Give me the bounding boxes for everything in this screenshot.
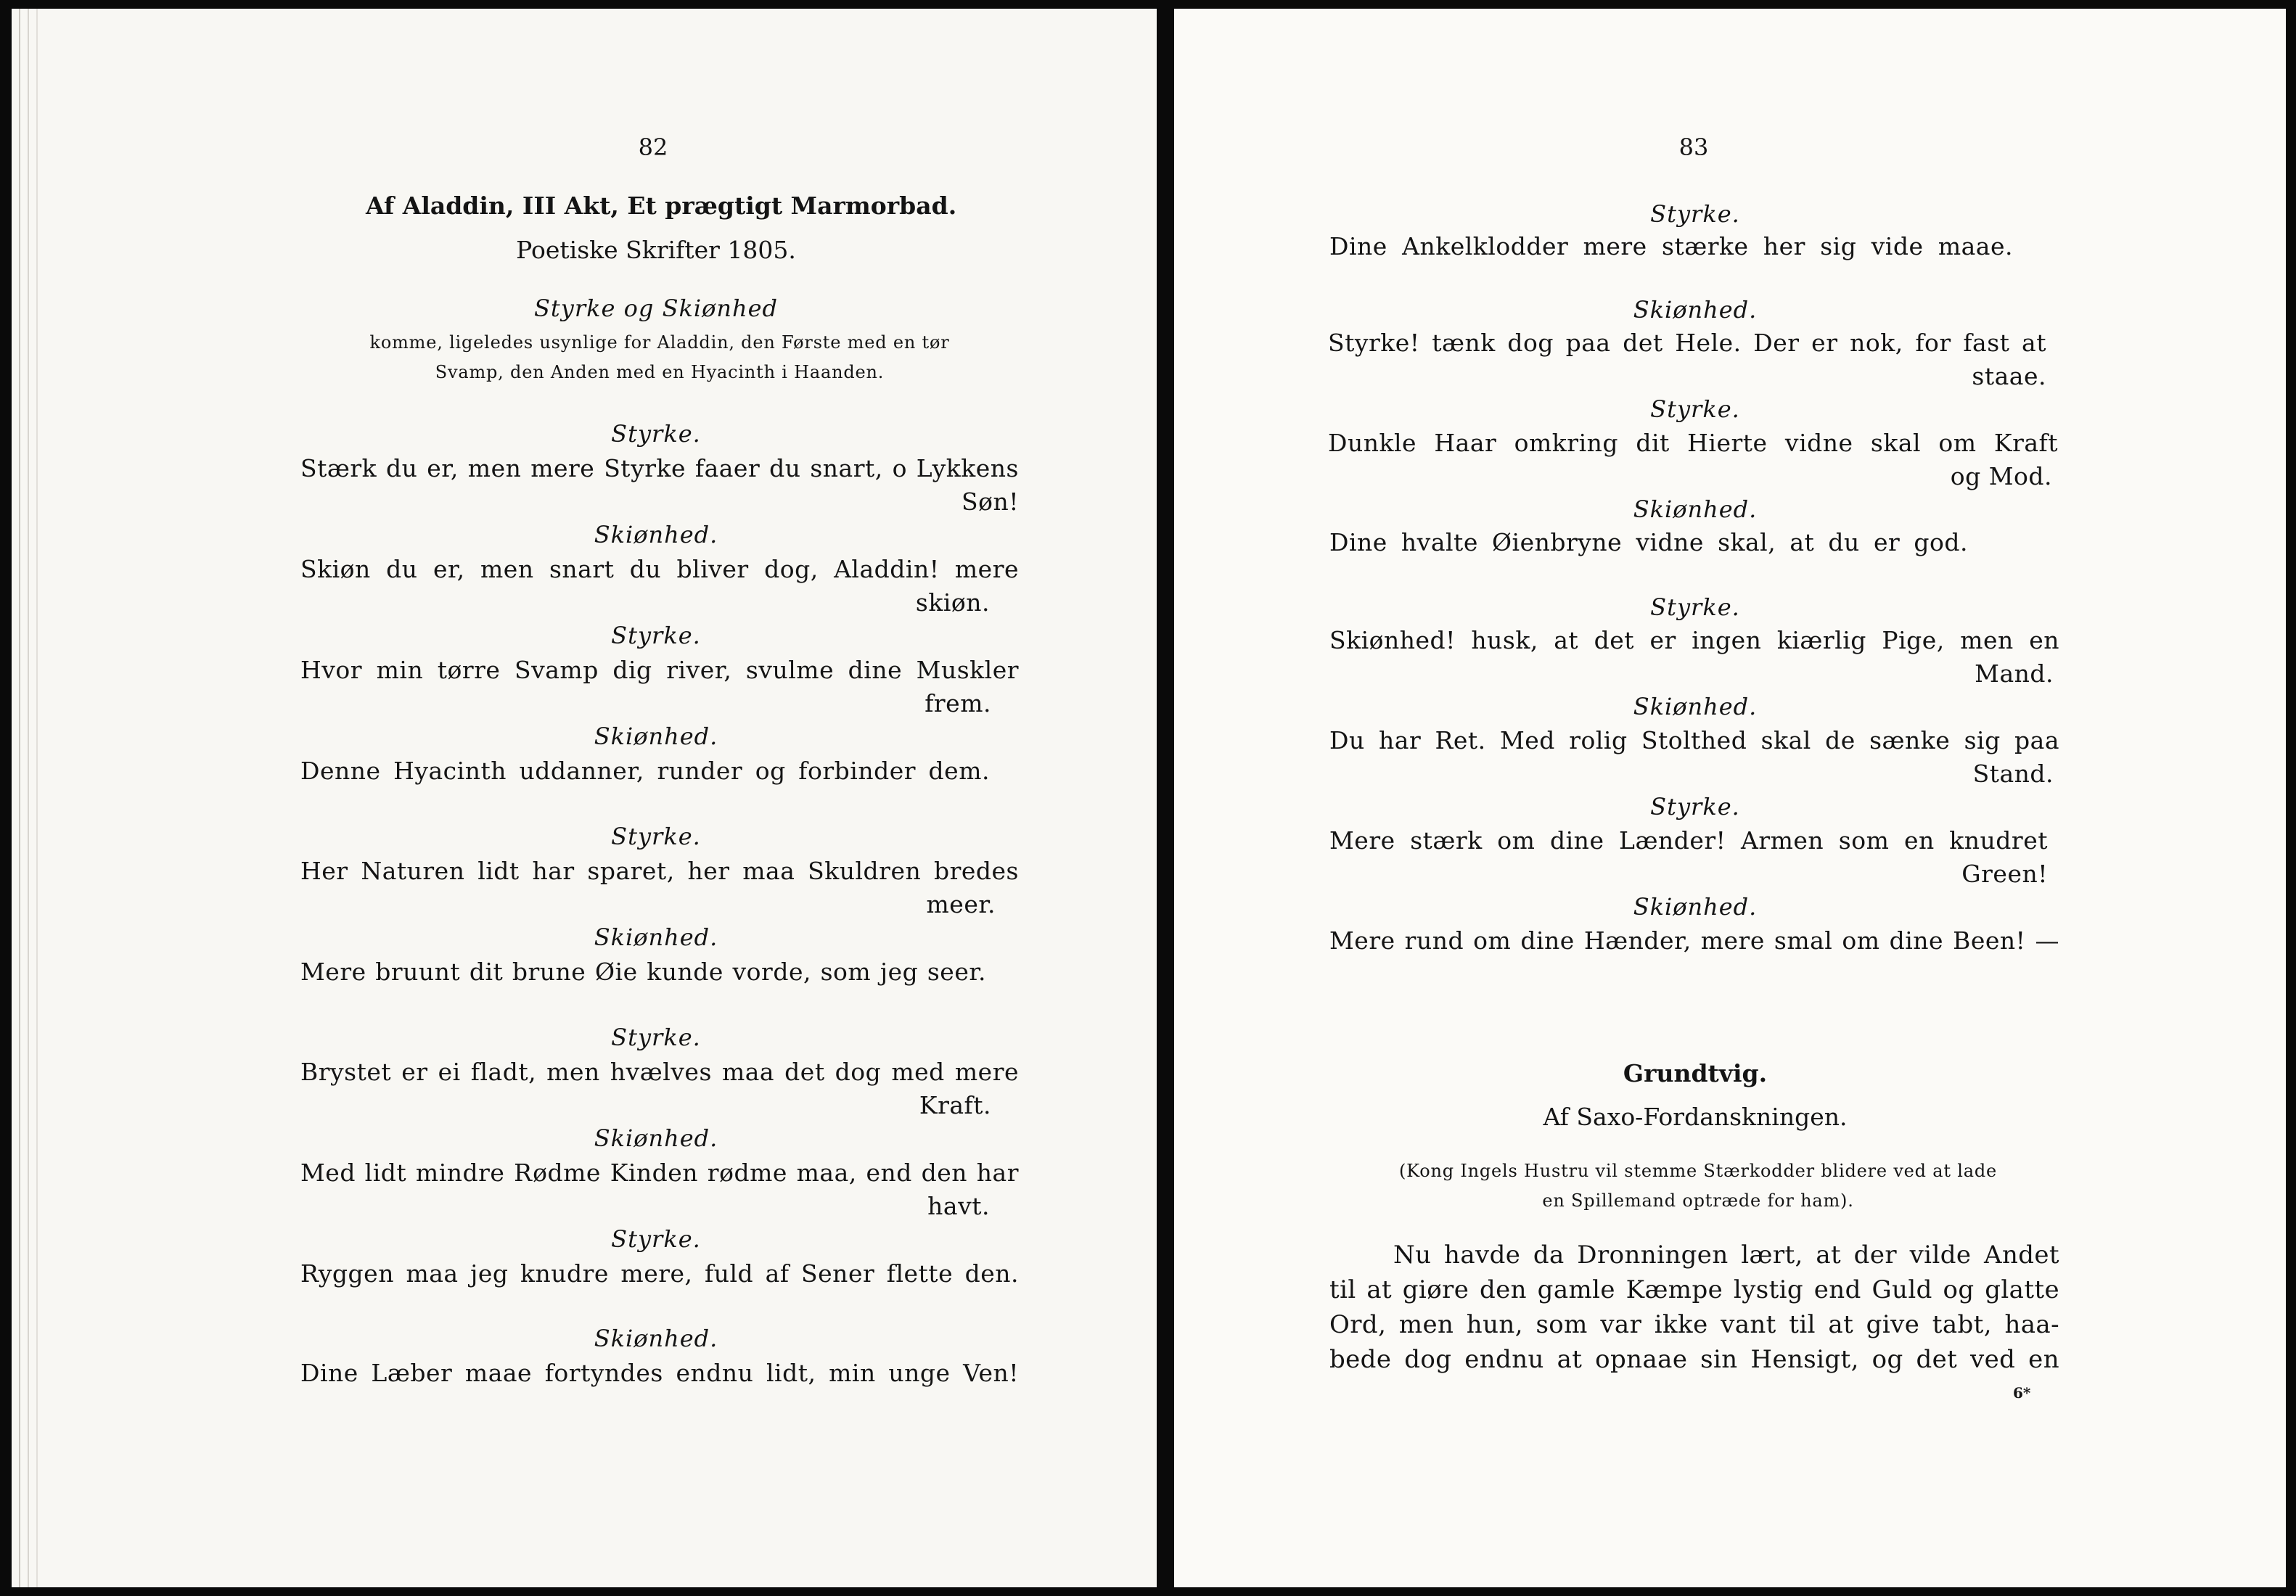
verse-line: Skiøn du er, men snart du bliver dog, Aladdin! mere — [300, 555, 1019, 583]
speaker-label: Styrke. — [1650, 793, 1740, 820]
speaker-label: Skiønhed. — [1633, 495, 1758, 523]
verse-line-continuation: frem. — [924, 689, 991, 717]
verse-line-continuation: og Mod. — [1950, 462, 2052, 490]
verse-line: Brystet er ei fladt, men hvælves maa det dog med mere — [300, 1058, 1019, 1086]
verse-line-continuation: Søn! — [962, 488, 1019, 516]
speaker-label: Skiønhed. — [1633, 893, 1758, 921]
verse-line-continuation: skiøn. — [915, 588, 990, 617]
page-number: 83 — [1678, 133, 1709, 161]
speaker-label: Skiønhed. — [594, 521, 718, 548]
verse-line: Dine Læber maae fortyndes endnu lidt, min unge Ven! — [300, 1359, 1019, 1387]
page-edge — [28, 9, 29, 1587]
verse-line: Mere bruunt dit brune Øie kunde vorde, som jeg seer. — [300, 958, 986, 986]
speaker-label: Styrke. — [611, 1225, 701, 1253]
page-edge — [36, 9, 38, 1587]
prose-line: Nu havde da Dronningen lært, at der vilde Andet — [1393, 1241, 2059, 1270]
verse-line: Dunkle Haar omkring dit Hierte vidne skal om Kraft — [1328, 429, 2058, 457]
speaker-label: Styrke. — [611, 1024, 701, 1051]
verse-line: Stærk du er, men mere Styrke faaer du snart, o Lykkens — [300, 454, 1019, 482]
signature-mark: 6* — [2013, 1384, 2031, 1402]
speaker-label: Skiønhed. — [1633, 296, 1758, 324]
verse-line: Dine hvalte Øienbryne vidne skal, at du er god. — [1329, 528, 1968, 556]
section-subtitle: Af Saxo-Fordanskningen. — [1543, 1103, 1848, 1131]
prose-paragraph — [1329, 1238, 2059, 1377]
prose-line: Ord, men hun, som var ikke vant til at give tabt, haa- — [1329, 1310, 2059, 1339]
speaker-label: Styrke. — [1650, 593, 1740, 621]
verse-line: Styrke! tænk dog paa det Hele. Der er nok, for fast at — [1328, 329, 2046, 357]
verse-line-continuation: Green! — [1961, 860, 2048, 888]
stage-direction-line: Svamp, den Anden med en Hyacinth i Haanden. — [435, 362, 885, 382]
speaker-label: Skiønhed. — [1633, 693, 1758, 720]
stage-direction — [1337, 1156, 2059, 1216]
verse-line-continuation: meer. — [926, 890, 996, 918]
right-page — [1174, 9, 2286, 1587]
speaker-label: Styrke. — [611, 823, 701, 850]
poem-title: Af Aladdin, III Akt, Et prægtigt Marmorbad. — [366, 192, 957, 220]
speaker-label: Skiønhed. — [594, 1325, 718, 1352]
cast-heading: Styrke og Skiønhed — [533, 295, 779, 322]
verse-line-continuation: Mand. — [1975, 659, 2054, 688]
speaker-label: Skiønhed. — [594, 723, 718, 750]
verse-line: Denne Hyacinth uddanner, runder og forbinder dem. — [300, 757, 990, 785]
verse-line: Dine Ankelklodder mere stærke her sig vide maae. — [1329, 232, 2013, 260]
verse-line: Mere rund om dine Hænder, mere smal om dine Been! — — [1329, 926, 2059, 955]
stage-direction-line: komme, ligeledes usynlige for Aladdin, den Første med en tør — [369, 332, 950, 353]
section-title: Grundtvig. — [1623, 1059, 1768, 1087]
prose-line: til at giøre den gamle Kæmpe lystig end Guld og glatte — [1329, 1275, 2059, 1304]
page-number: 82 — [638, 133, 668, 161]
speaker-label: Styrke. — [611, 420, 701, 448]
speaker-label: Styrke. — [1650, 200, 1740, 228]
verse-line: Ryggen maa jeg knudre mere, fuld af Sener flette den. — [300, 1259, 1019, 1288]
stage-direction — [300, 328, 1019, 387]
speaker-label: Styrke. — [611, 622, 701, 649]
verse-line: Med lidt mindre Rødme Kinden rødme maa, end den har — [300, 1159, 1019, 1187]
verse-line-continuation: staae. — [1972, 362, 2046, 390]
speaker-label: Skiønhed. — [594, 924, 718, 951]
page-edge — [19, 9, 20, 1587]
left-page — [12, 9, 1157, 1587]
verse-line-continuation: Kraft. — [919, 1091, 991, 1119]
speaker-label: Skiønhed. — [594, 1124, 718, 1152]
prose-line: bede dog endnu at opnaae sin Hensigt, og det ved en — [1329, 1345, 2059, 1374]
verse-line: Skiønhed! husk, at det er ingen kiærlig Pige, men en — [1329, 626, 2059, 654]
verse-line: Hvor min tørre Svamp dig river, svulme dine Muskler — [300, 656, 1019, 684]
speaker-label: Styrke. — [1650, 395, 1740, 423]
verse-line: Mere stærk om dine Lænder! Armen som en knudret — [1329, 826, 2048, 855]
verse-line-continuation: Stand. — [1972, 760, 2054, 788]
verse-line: Her Naturen lidt har sparet, her maa Skuldren bredes — [300, 857, 1019, 885]
stage-direction-line: (Kong Ingels Hustru vil stemme Stærkodder blidere ved at lade — [1398, 1161, 1998, 1181]
poem-source: Poetiske Skrifter 1805. — [516, 236, 796, 264]
stage-direction-line: en Spillemand optræde for ham). — [1542, 1190, 1854, 1211]
verse-line-continuation: havt. — [927, 1192, 990, 1220]
verse-line: Du har Ret. Med rolig Stolthed skal de sænke sig paa — [1329, 726, 2059, 754]
